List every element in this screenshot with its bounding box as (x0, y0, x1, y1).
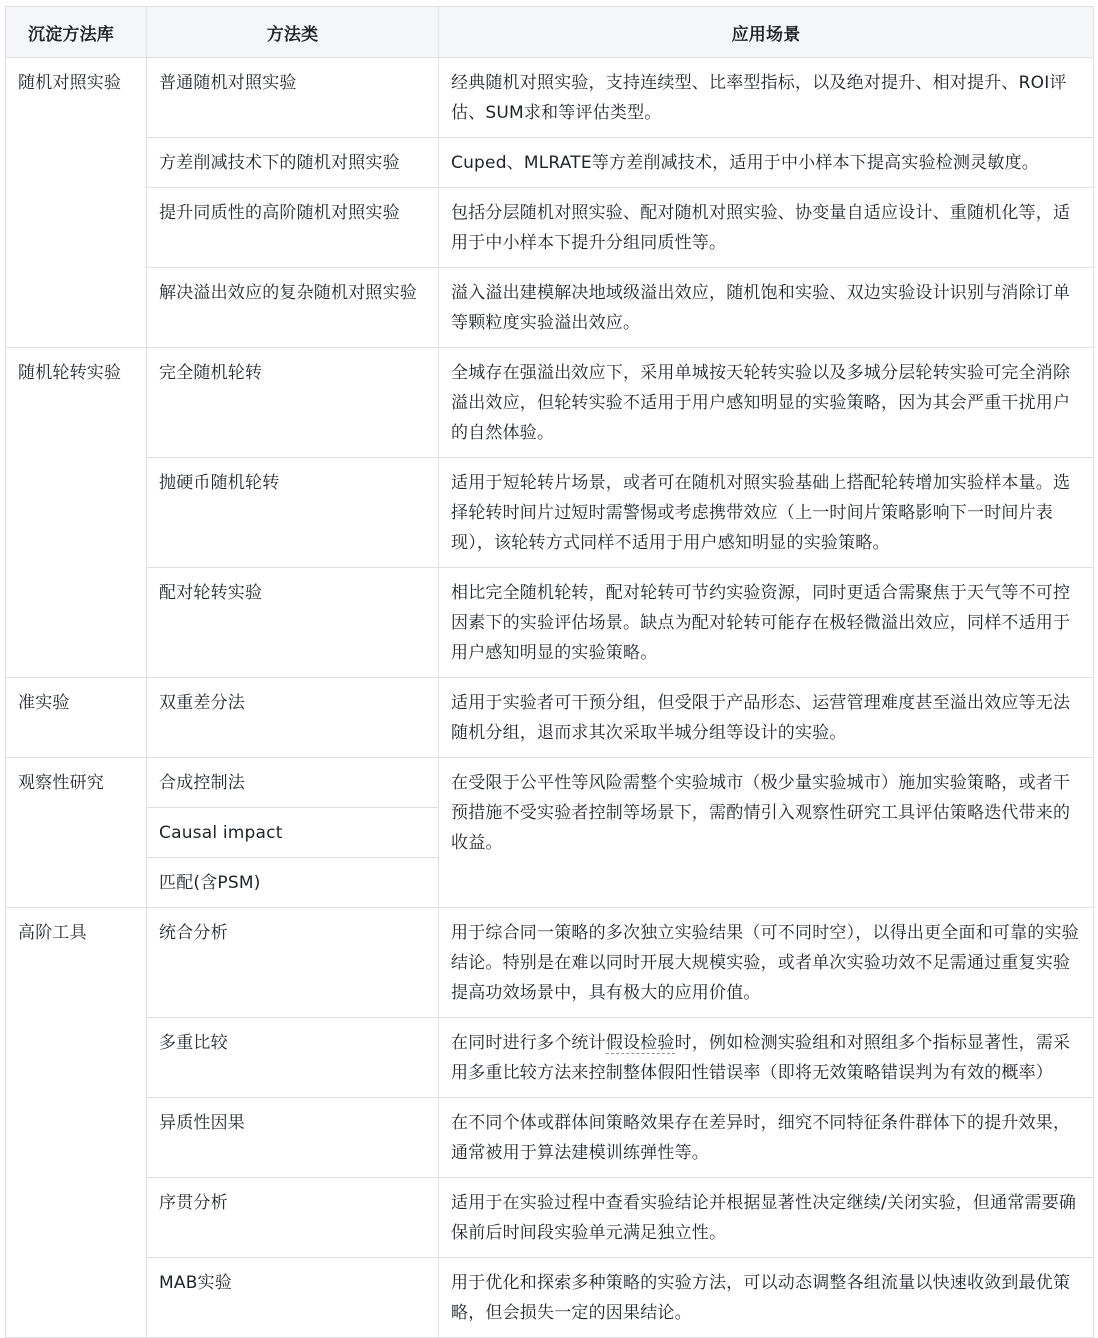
method-cell: 双重差分法 (147, 678, 439, 758)
scenario-cell: 全城存在强溢出效应下，采用单城按天轮转实验以及多城分层轮转实验可完全消除溢出效应，但轮转实验不适用于用户感知明显的实验策略，因为其会严重干扰用户的自然体验。 (439, 348, 1094, 458)
scenario-cell: 适用于在实验过程中查看实验结论并根据显著性决定继续/关闭实验，但通常需要确保前后时间段实验单元满足独立性。 (439, 1178, 1094, 1258)
method-cell: 合成控制法 (147, 758, 439, 808)
method-cell: 提升同质性的高阶随机对照实验 (147, 188, 439, 268)
term-link[interactable]: 假设检验 (605, 1033, 675, 1053)
scenario-cell: 在不同个体或群体间策略效果存在差异时，细究不同特征条件群体下的提升效果，通常被用于算法建模训练弹性等。 (439, 1098, 1094, 1178)
table-row (6, 1098, 1094, 1178)
table-row (6, 568, 1094, 678)
method-cell: 多重比较 (147, 1018, 439, 1098)
category-cell: 高阶工具 (6, 908, 147, 1338)
scenario-cell: 用于优化和探索多种策略的实验方法，可以动态调整各组流量以快速收敛到最优策略，但会损失一定的因果结论。 (439, 1258, 1094, 1338)
header-row (6, 7, 1094, 58)
scenario-text: 在同时进行多个统计 (451, 1033, 606, 1053)
scenario-cell: Cuped、MLRATE等方差削减技术，适用于中小样本下提高实验检测灵敏度。 (439, 138, 1094, 188)
method-cell: Causal impact (147, 808, 439, 858)
table-row (6, 908, 1094, 1018)
table-row (6, 1258, 1094, 1338)
scenario-cell: 在受限于公平性等风险需整个实验城市（极少量实验城市）施加实验策略，或者干预措施不受实验者控制等场景下，需酌情引入观察性研究工具评估策略迭代带来的收益。 (439, 758, 1094, 908)
scenario-cell: 适用于短轮转片场景，或者可在随机对照实验基础上搭配轮转增加实验样本量。选择轮转时间片过短时需警惕或考虑携带效应（上一时间片策略影响下一时间片表现），该轮转方式同样不适用于用户感知明显的实验策略。 (439, 458, 1094, 568)
scenario-cell: 经典随机对照实验，支持连续型、比率型指标，以及绝对提升、相对提升、ROI评估、SUM求和等评估类型。 (439, 58, 1094, 138)
category-cell: 准实验 (6, 678, 147, 758)
method-cell: 统合分析 (147, 908, 439, 1018)
table-row (6, 1018, 1094, 1098)
header-scenario: 应用场景 (439, 7, 1094, 58)
table-row (6, 188, 1094, 268)
table-row (6, 678, 1094, 758)
method-cell: 解决溢出效应的复杂随机对照实验 (147, 268, 439, 348)
method-cell: 异质性因果 (147, 1098, 439, 1178)
scenario-cell (439, 1018, 1094, 1098)
header-library: 沉淀方法库 (6, 7, 147, 58)
table-row (6, 458, 1094, 568)
method-cell: 配对轮转实验 (147, 568, 439, 678)
method-cell: 普通随机对照实验 (147, 58, 439, 138)
scenario-text: 时，例如检测实验组和对照组多个指标显著性，需采用多重比较方法来控制整体假阳性错误率（即将无效策略错误判为有效的概率） (451, 1033, 1071, 1083)
table-row (6, 1178, 1094, 1258)
scenario-cell: 溢入溢出建模解决地域级溢出效应，随机饱和实验、双边实验设计识别与消除订单等颗粒度实验溢出效应。 (439, 268, 1094, 348)
scenario-cell: 用于综合同一策略的多次独立实验结果（可不同时空），以得出更全面和可靠的实验结论。特别是在难以同时开展大规模实验，或者单次实验功效不足需通过重复实验提高功效场景中，具有极大的应用价值。 (439, 908, 1094, 1018)
header-method: 方法类 (147, 7, 439, 58)
table-row (6, 758, 1094, 808)
category-cell: 随机轮转实验 (6, 348, 147, 678)
method-cell: 方差削减技术下的随机对照实验 (147, 138, 439, 188)
table-row (6, 58, 1094, 138)
method-cell: 完全随机轮转 (147, 348, 439, 458)
method-cell: MAB实验 (147, 1258, 439, 1338)
methods-table (5, 6, 1094, 1338)
scenario-cell: 适用于实验者可干预分组，但受限于产品形态、运营管理难度甚至溢出效应等无法随机分组，退而求其次采取半城分组等设计的实验。 (439, 678, 1094, 758)
scenario-cell: 包括分层随机对照实验、配对随机对照实验、协变量自适应设计、重随机化等，适用于中小样本下提升分组同质性等。 (439, 188, 1094, 268)
method-cell: 抛硬币随机轮转 (147, 458, 439, 568)
scenario-cell: 相比完全随机轮转，配对轮转可节约实验资源，同时更适合需聚焦于天气等不可控因素下的实验评估场景。缺点为配对轮转可能存在极轻微溢出效应，同样不适用于用户感知明显的实验策略。 (439, 568, 1094, 678)
table-row (6, 138, 1094, 188)
method-cell: 匹配(含PSM) (147, 858, 439, 908)
category-cell: 随机对照实验 (6, 58, 147, 348)
method-cell: 序贯分析 (147, 1178, 439, 1258)
table-row (6, 268, 1094, 348)
table-row (6, 348, 1094, 458)
category-cell: 观察性研究 (6, 758, 147, 908)
